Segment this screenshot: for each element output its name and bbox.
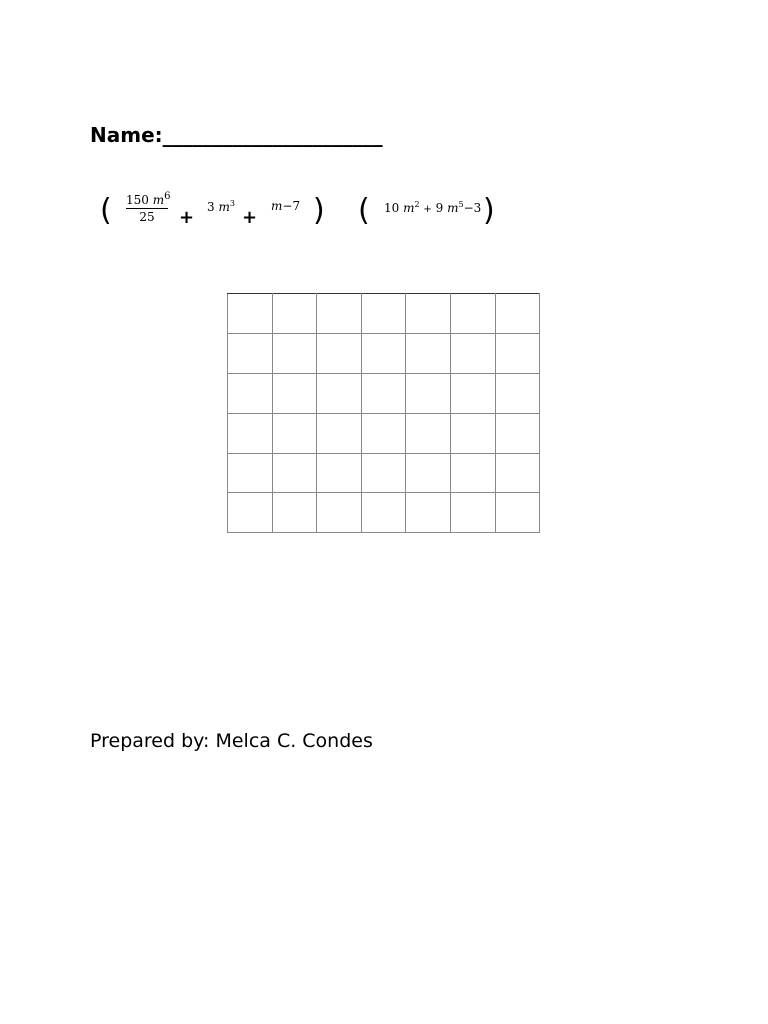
fraction-term — [126, 190, 171, 224]
grid-cell — [495, 453, 540, 493]
grid-cell — [317, 413, 362, 453]
grid-cell — [450, 413, 495, 453]
blank-grid — [227, 293, 540, 533]
name-field — [90, 122, 383, 148]
grid-cell — [450, 453, 495, 493]
expression-1-close-paren: ) — [313, 193, 325, 228]
grid-cell — [272, 333, 317, 373]
grid-row — [228, 493, 540, 533]
expression-1-open-paren: ( — [100, 193, 112, 228]
grid-cell — [406, 333, 451, 373]
term-3m3: 3 $m^3$ — [207, 199, 235, 214]
fraction-bar — [126, 208, 168, 209]
grid-cell — [495, 294, 540, 334]
grid-row — [228, 413, 540, 453]
grid-row — [228, 373, 540, 413]
grid-cell — [361, 453, 406, 493]
grid-cell — [317, 373, 362, 413]
grid-cell — [450, 493, 495, 533]
fraction-numerator: 150 $m^6$ — [126, 191, 171, 207]
grid-cell — [272, 294, 317, 334]
plus-sign-2: + — [242, 207, 258, 228]
grid-cell — [228, 453, 273, 493]
grid-cell — [228, 373, 273, 413]
grid-row — [228, 333, 540, 373]
grid-cell — [361, 493, 406, 533]
grid-cell — [495, 493, 540, 533]
grid-cell — [361, 333, 406, 373]
expression-2-open-paren: ( — [358, 193, 370, 228]
grid-cell — [406, 453, 451, 493]
grid-cell — [361, 373, 406, 413]
term-m-minus-7: m−7 — [271, 199, 301, 213]
grid-cell — [495, 373, 540, 413]
grid-cell — [450, 294, 495, 334]
grid-cell — [361, 294, 406, 334]
grid-cell — [495, 333, 540, 373]
name-label: Name: — [90, 123, 163, 147]
expression-2-close-paren: ) — [483, 193, 495, 228]
grid-cell — [272, 413, 317, 453]
grid-cell — [272, 453, 317, 493]
polynomial-expression: 10 $m^2 + 9$ $m^5-3$ — [384, 200, 482, 215]
grid-cell — [317, 294, 362, 334]
grid-row — [228, 453, 540, 493]
grid-cell — [272, 493, 317, 533]
grid-cell — [406, 413, 451, 453]
expression-1 — [100, 186, 340, 236]
grid-cell — [228, 413, 273, 453]
grid-cell — [228, 294, 273, 334]
grid-row — [228, 294, 540, 334]
grid-cell — [228, 333, 273, 373]
grid-body — [228, 294, 540, 533]
prepared-by-credit: Prepared by: Melca C. Condes — [90, 730, 373, 752]
grid-cell — [450, 333, 495, 373]
grid-cell — [406, 294, 451, 334]
grid-cell — [228, 493, 273, 533]
grid-cell — [317, 453, 362, 493]
grid-cell — [272, 373, 317, 413]
fraction-denominator: 25 — [139, 210, 155, 224]
plus-sign-1: + — [179, 207, 195, 228]
grid-cell — [361, 413, 406, 453]
grid-cell — [406, 373, 451, 413]
grid-cell — [495, 413, 540, 453]
expression-2 — [358, 186, 508, 236]
grid-cell — [317, 333, 362, 373]
name-blank-line: ______________________ — [162, 123, 383, 147]
grid-cell — [450, 373, 495, 413]
grid-cell — [406, 493, 451, 533]
grid-cell — [317, 493, 362, 533]
